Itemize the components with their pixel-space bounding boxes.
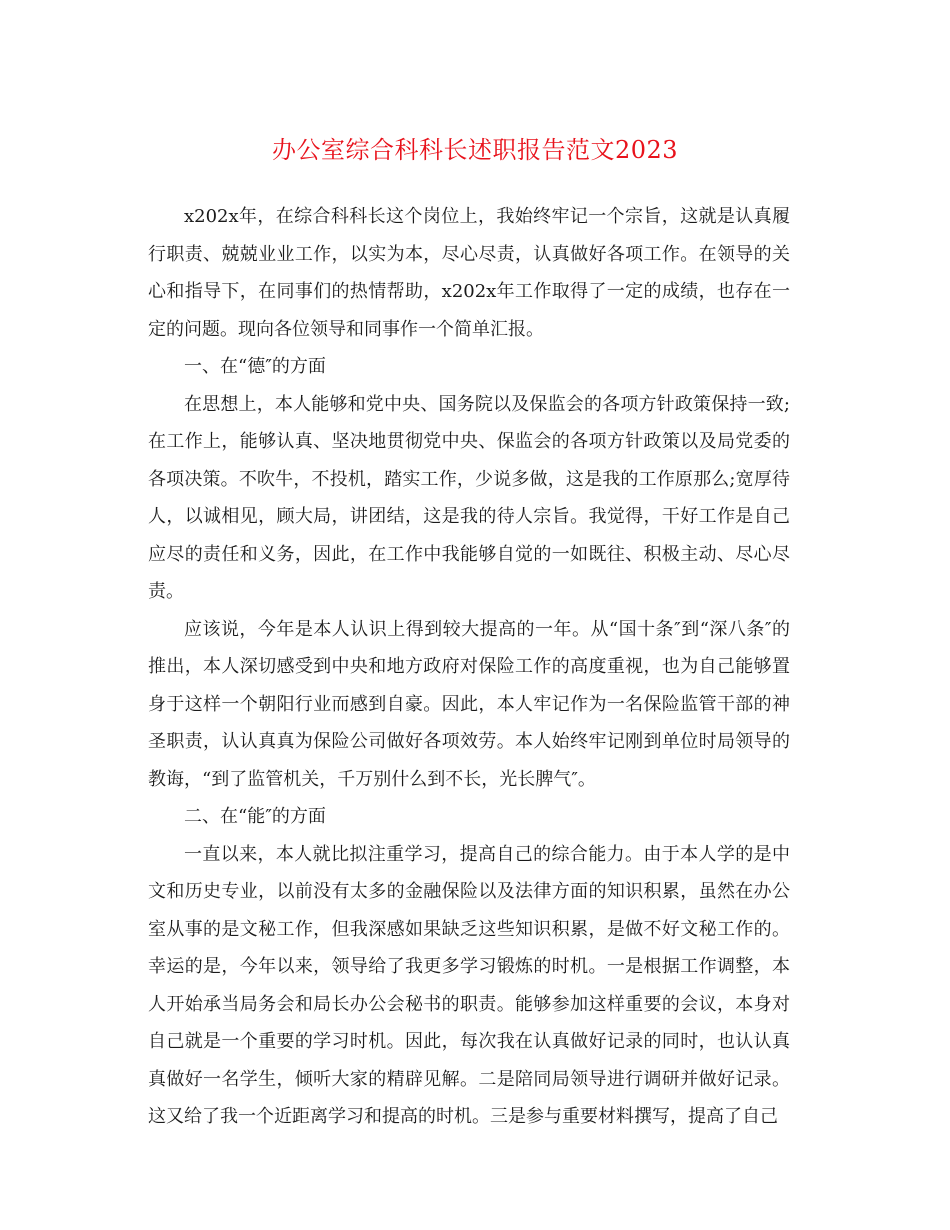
- paragraph-awareness: 应该说，今年是本人认识上得到较大提高的一年。从“国十条″到“深八条″的推出，本人深切感受到中央和地方政府对保险工作的高度重视，也为自己能够置身于这样一个朝阳行业而感到自豪。因此，本人牢记作为一名保险监管干部的神圣职责，认认真真为保险公司做好各项效劳。本人始终牢记刚到单位时局领导的教诲，“到了监管机关，千万别什么到不长，光长脾气″。: [148, 618, 790, 790]
- paragraph-study: 一直以来，本人就比拟注重学习，提高自己的综合能力。由于本人学的是中文和历史专业，以前没有太多的金融保险以及法律方面的知识积累，虽然在办公室从事的是文秘工作，但我深感如果缺乏这些知识积累，是做不好文秘工作的。幸运的是，今年以来，领导给了我更多学习锻炼的时机。一是根据工作调整，本人开始承当局务会和局长办公会秘书的职责。能够参加这样重要的会议，本身对自己就是一个重要的学习时机。因此，每次我在认真做好记录的同时，也认认真真做好一名学生，倾听大家的精辟见解。二是陪同局领导进行调研并做好记录。这又给了我一个近距离学习和提高的时机。三是参与重要材料撰写，提高了自己: [148, 843, 790, 1127]
- section-heading-de: 一、在“德″的方面: [184, 356, 326, 377]
- paragraph-thought: 在思想上，本人能够和党中央、国务院以及保监会的各项方针政策保持一致;在工作上，能够认真、坚决地贯彻党中央、保监会的各项方针政策以及局党委的各项决策。不吹牛，不投机，踏实工作，少说多做，这是我的工作原那么;宽厚待人，以诚相见，顾大局，讲团结，这是我的待人宗旨。我觉得，干好工作是自己应尽的责任和义务，因此，在工作中我能够自觉的一如既往、积极主动、尽心尽责。: [148, 393, 790, 602]
- document-title: 办公室综合科科长述职报告范文2023: [271, 136, 679, 164]
- paragraph-intro: x202x年，在综合科科长这个岗位上，我始终牢记一个宗旨，这就是认真履行职责、兢兢业业工作，以实为本，尽心尽责，认真做好各项工作。在领导的关心和指导下，在同事们的热情帮助，x202x年工作取得了一定的成绩，也存在一定的问题。现向各位领导和同事作一个简单汇报。: [148, 206, 790, 340]
- document-body: [148, 198, 790, 1136]
- section-heading-neng: 二、在“能″的方面: [184, 806, 326, 827]
